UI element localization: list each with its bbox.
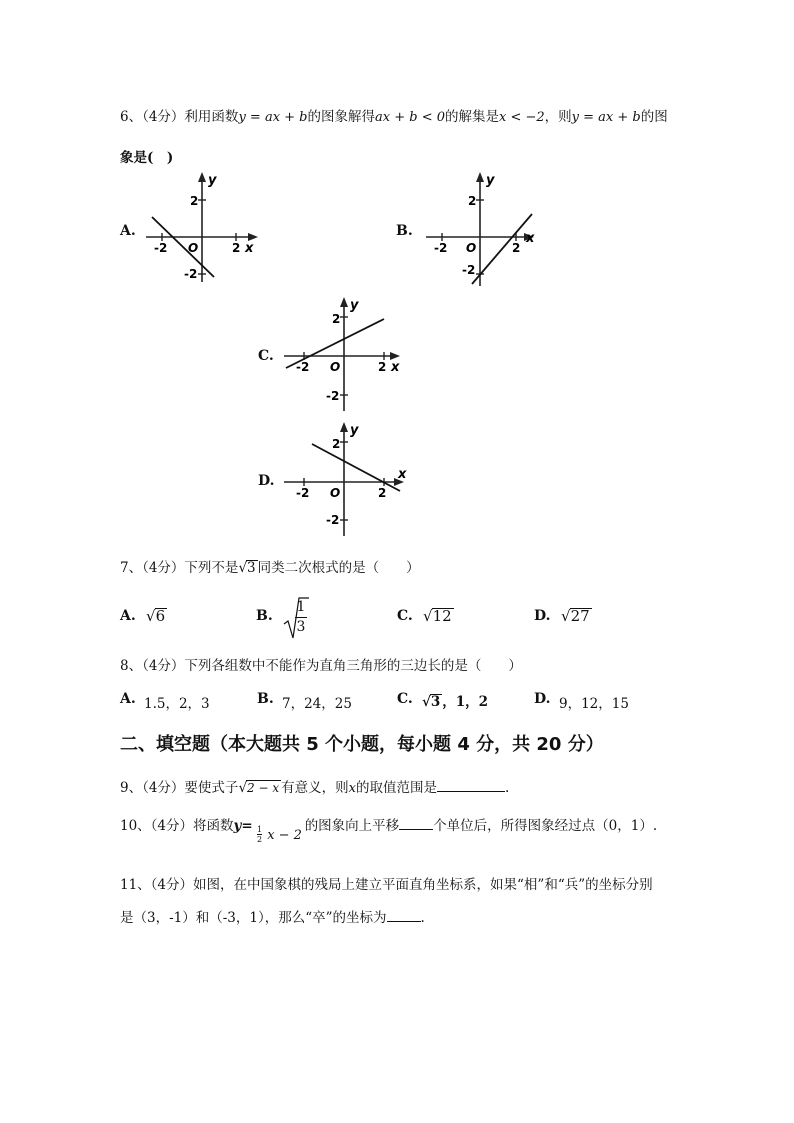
graph-b-tick-neg-y: -2 <box>462 263 476 277</box>
fraction-bar <box>295 617 307 618</box>
q10-suffix: 个单位后，所得图象经过点（0，1）. <box>433 818 658 834</box>
radical-sign: √ <box>422 694 431 710</box>
q11-line2-prefix: 是（3，-1）和（-3，1），那么“卒”的坐标为 <box>120 910 387 926</box>
q6-mid1: 的图象解得 <box>307 109 375 125</box>
q7-option-d-label: D. <box>534 608 551 624</box>
q7-option-c <box>423 607 454 625</box>
q6-sol: x < −2 <box>499 110 545 125</box>
q8-option-c-label: C. <box>397 691 413 707</box>
q8-option-c-radicand: 3 <box>430 694 441 710</box>
q6-func2: y = ax + b <box>571 110 641 125</box>
q9-line <box>120 776 509 796</box>
q8-option-c-value <box>422 690 488 710</box>
graph-d-tick-pos-y: 2 <box>332 437 341 451</box>
q10-mid: 的图象向上平移 <box>304 818 400 834</box>
q6-func1: y = ax + b <box>238 110 308 125</box>
radical-sign: √ <box>561 607 571 625</box>
graph-d-tick-pos-x: 2 <box>378 486 387 500</box>
graph-d-x-label: x <box>398 467 407 482</box>
q6-line2: 象是( ) <box>120 150 174 166</box>
q7-option-c-label: C. <box>397 608 413 624</box>
q11-line2 <box>120 906 425 926</box>
graph-a-y-label: y <box>208 173 217 188</box>
q6-ineq: ax + b < 0 <box>375 110 445 125</box>
q10-frac-num: 1 <box>257 825 263 834</box>
q6-graph-d <box>280 418 415 538</box>
q7-option-c-radicand: 12 <box>432 607 452 625</box>
graph-a-origin: O <box>188 241 199 255</box>
q6-graph-b <box>420 170 545 290</box>
q8-option-d-value: 9，12，15 <box>559 696 629 712</box>
q6-graph-a <box>140 170 265 285</box>
graph-a-x-label: x <box>245 241 254 256</box>
q7-option-a-radicand: 6 <box>155 607 166 625</box>
graph-d-tick-neg-x: -2 <box>296 486 310 500</box>
q6-mid3: ，则 <box>544 109 572 125</box>
q10-answer-blank[interactable] <box>399 817 433 830</box>
q6-graph-c <box>280 295 410 415</box>
q10-expression <box>257 824 302 844</box>
q8-option-b-label: B. <box>257 691 274 707</box>
q9-end: . <box>504 780 510 796</box>
q11-line1: 11、（4分）如图，在中国象棋的残局上建立平面直角坐标系，如果“相”和“兵”的坐标分别 <box>120 877 653 893</box>
radical-sign: √ <box>423 607 433 625</box>
q6-mid2: 的解集是 <box>445 109 499 125</box>
graph-b-tick-pos-x: 2 <box>512 241 521 255</box>
radical-sign: √ <box>146 607 156 625</box>
q8-option-a-value: 1.5，2，3 <box>144 696 210 712</box>
section-title: 二、填空题（本大题共 5 个小题，每小题 4 分，共 20 分） <box>120 734 604 755</box>
graph-b-tick-neg-x: -2 <box>434 241 448 255</box>
q7-option-b-den: 3 <box>296 619 306 635</box>
q8-option-d-label: D. <box>534 691 551 707</box>
q7-option-d <box>561 607 592 625</box>
graph-c-origin: O <box>330 360 341 374</box>
q7-option-a-label: A. <box>120 608 136 624</box>
graph-c-tick-pos-x: 2 <box>378 360 387 374</box>
q8-text: 8、（4分）下列各组数中不能作为直角三角形的三边长的是（ ） <box>120 658 522 674</box>
q10-frac <box>257 825 262 844</box>
q9-answer-blank[interactable] <box>437 779 505 792</box>
graph-a-tick-pos-y: 2 <box>190 194 199 208</box>
q10-func: y= <box>233 818 253 834</box>
q7-option-b-num: 1 <box>296 599 306 615</box>
q7-option-a <box>146 607 167 625</box>
q8-option-a-label: A. <box>120 691 136 707</box>
graph-c-x-label: x <box>391 360 400 375</box>
q11-answer-blank[interactable] <box>387 909 421 922</box>
graph-b-y-label: y <box>486 173 495 188</box>
graph-a-tick-neg-x: -2 <box>154 241 168 255</box>
q6-prefix: 6、（4分）利用函数 <box>120 109 239 125</box>
graph-d-y-label: y <box>350 423 359 438</box>
graph-c-tick-neg-y: -2 <box>326 389 340 403</box>
graph-d-origin: O <box>330 486 341 500</box>
graph-a-tick-pos-x: 2 <box>232 241 241 255</box>
q7-suffix: 同类二次根式的是（ ） <box>257 560 420 576</box>
graph-d-tick-neg-y: -2 <box>326 513 340 527</box>
q10-prefix: 10、（4分）将函数 <box>120 818 234 834</box>
graph-c-y-label: y <box>350 298 359 313</box>
q10-frac-den: 2 <box>257 835 263 844</box>
graph-c-tick-neg-x: -2 <box>296 360 310 374</box>
q7-option-d-radicand: 27 <box>570 607 590 625</box>
q6-option-b-label: B. <box>396 223 413 239</box>
q10-line <box>120 814 657 834</box>
q9-suffix: 的取值范围是 <box>355 780 437 796</box>
q9-radicand: 2 − x <box>247 781 280 795</box>
q6-option-c-label: C. <box>258 348 274 364</box>
q7-option-b-label: B. <box>256 608 273 624</box>
graph-b-x-label: x <box>526 231 535 246</box>
radical-sign: √ <box>238 780 248 796</box>
q9-var: x <box>348 781 356 796</box>
q6-option-d-label: D. <box>258 473 275 489</box>
q6-suffix: 的图 <box>640 109 668 125</box>
q10-expr-rest: x − 2 <box>267 828 302 843</box>
q6-option-a-label: A. <box>120 223 136 239</box>
q8-option-c-rest: ，1，2 <box>442 694 489 710</box>
q9-prefix: 9、（4分）要使式子 <box>120 780 239 796</box>
graph-b-origin: O <box>466 241 477 255</box>
graph-a-tick-neg-y: -2 <box>184 267 198 281</box>
q11-line2-end: . <box>420 910 425 926</box>
graph-c-tick-pos-y: 2 <box>332 312 341 326</box>
radical-sign: √ <box>238 560 248 576</box>
graph-b-tick-pos-y: 2 <box>468 194 477 208</box>
q9-mid: 有意义，则 <box>281 780 349 796</box>
q8-option-b-value: 7，24，25 <box>282 696 352 712</box>
q7-radicand: 3 <box>247 560 256 576</box>
q7-prefix: 7、（4分）下列不是 <box>120 560 239 576</box>
q7-line <box>120 556 420 576</box>
q6-line1 <box>120 105 668 125</box>
